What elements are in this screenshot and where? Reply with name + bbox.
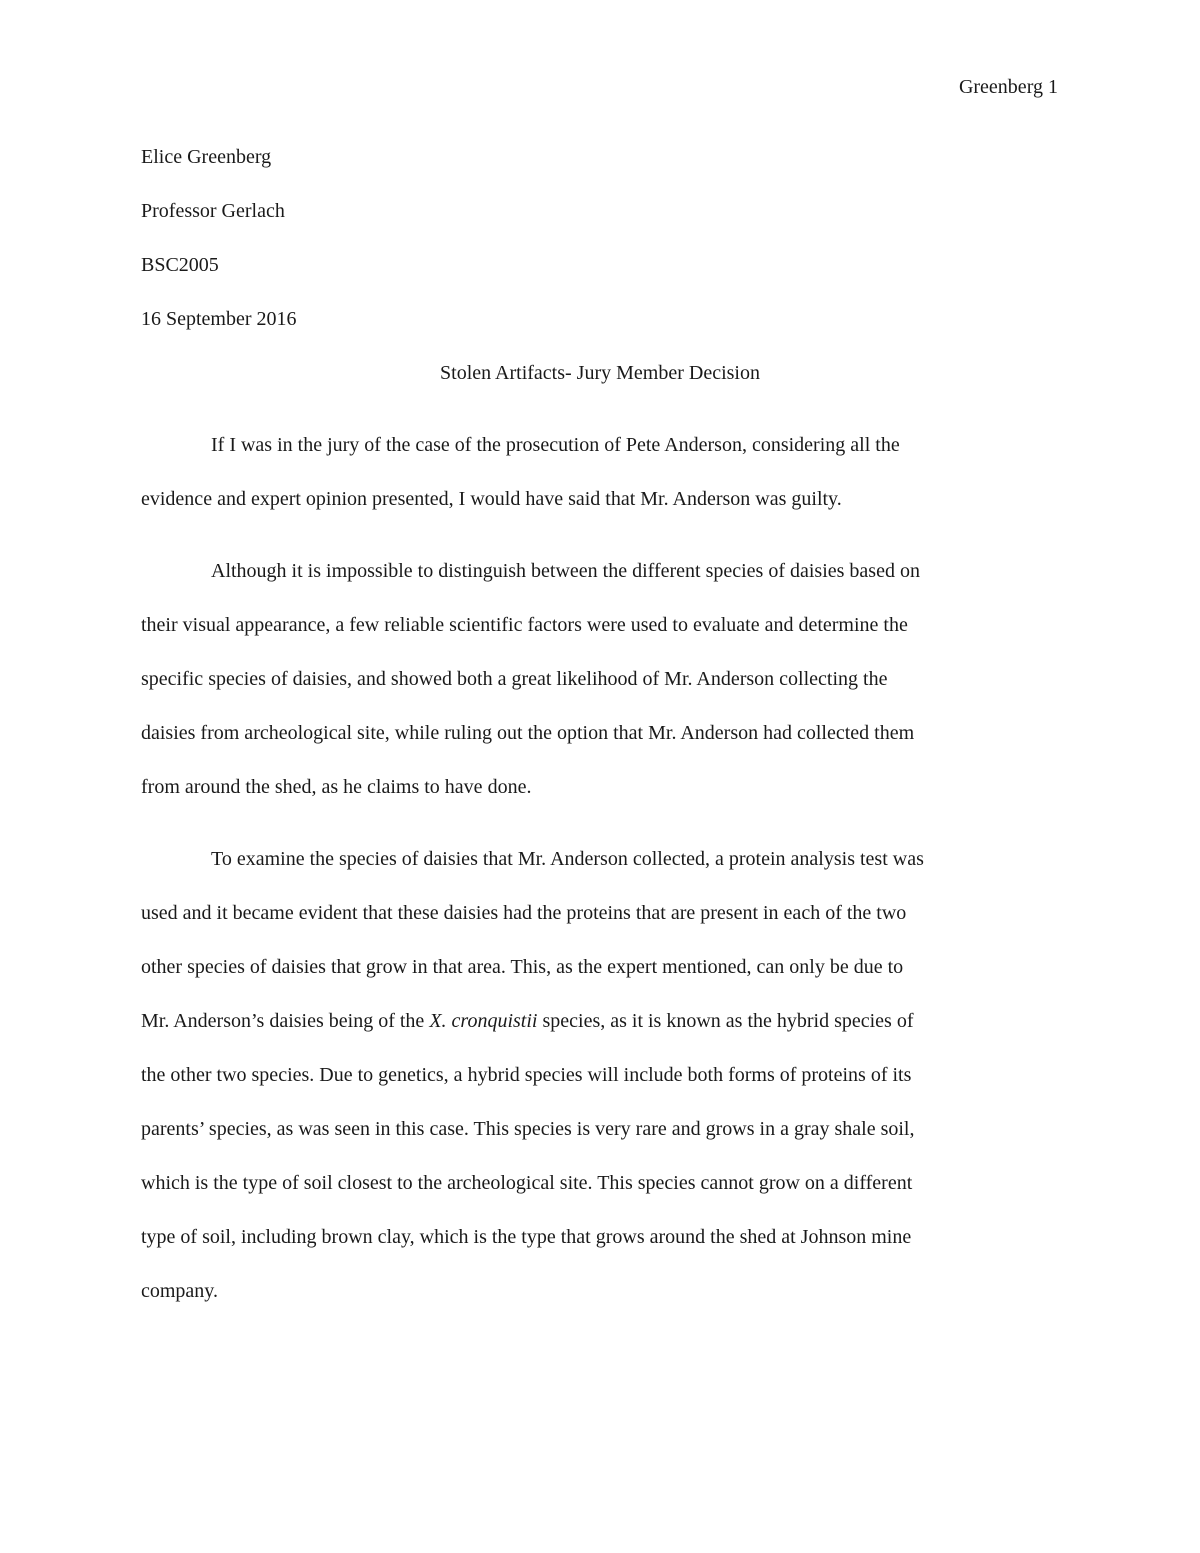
- paragraph-line: company.: [141, 1280, 219, 1302]
- document-date: 16 September 2016: [141, 308, 297, 330]
- running-head: Greenberg 1: [958, 76, 1058, 98]
- paragraph-line: specific species of daisies, and showed both a great likelihood of Mr. Anderson collecting the: [141, 668, 888, 690]
- paragraph-line: To examine the species of daisies that Mr. Anderson collected, a protein analysis test was: [211, 848, 924, 870]
- paragraph-line: Although it is impossible to distinguish between the different species of daisies based on: [211, 560, 920, 582]
- paragraph-line: evidence and expert opinion presented, I would have said that Mr. Anderson was guilty.: [141, 488, 842, 510]
- paragraph-line: which is the type of soil closest to the archeological site. This species cannot grow on a different: [141, 1172, 913, 1194]
- course-code: BSC2005: [141, 254, 219, 276]
- paragraph-line: If I was in the jury of the case of the prosecution of Pete Anderson, considering all the: [211, 434, 900, 456]
- paragraph-line: type of soil, including brown clay, which is the type that grows around the shed at Johnson mine: [141, 1226, 912, 1248]
- line-text: species, as it is known as the hybrid species of: [537, 1010, 914, 1032]
- paragraph-line: their visual appearance, a few reliable scientific factors were used to evaluate and determine the: [141, 614, 908, 636]
- line-text: Mr. Anderson’s daisies being of the: [141, 1010, 430, 1032]
- student-name: Elice Greenberg: [141, 146, 272, 168]
- document-title: Stolen Artifacts- Jury Member Decision: [440, 362, 760, 384]
- paragraph-line: from around the shed, as he claims to have done.: [141, 776, 532, 798]
- paragraph-line: daisies from archeological site, while ruling out the option that Mr. Anderson had collected them: [141, 722, 915, 744]
- paragraph-line: other species of daisies that grow in that area. This, as the expert mentioned, can only be due to: [141, 956, 904, 978]
- species-name: X. cronquistii: [429, 1010, 538, 1032]
- paragraph-line: parents’ species, as was seen in this case. This species is very rare and grows in a gray shale soil,: [141, 1118, 915, 1140]
- paragraph-line: the other two species. Due to genetics, a hybrid species will include both forms of proteins of its: [141, 1064, 912, 1086]
- paragraph-line: used and it became evident that these daisies had the proteins that are present in each of the two: [141, 902, 907, 924]
- professor-name: Professor Gerlach: [141, 200, 285, 222]
- paragraph-line: [141, 1008, 914, 1034]
